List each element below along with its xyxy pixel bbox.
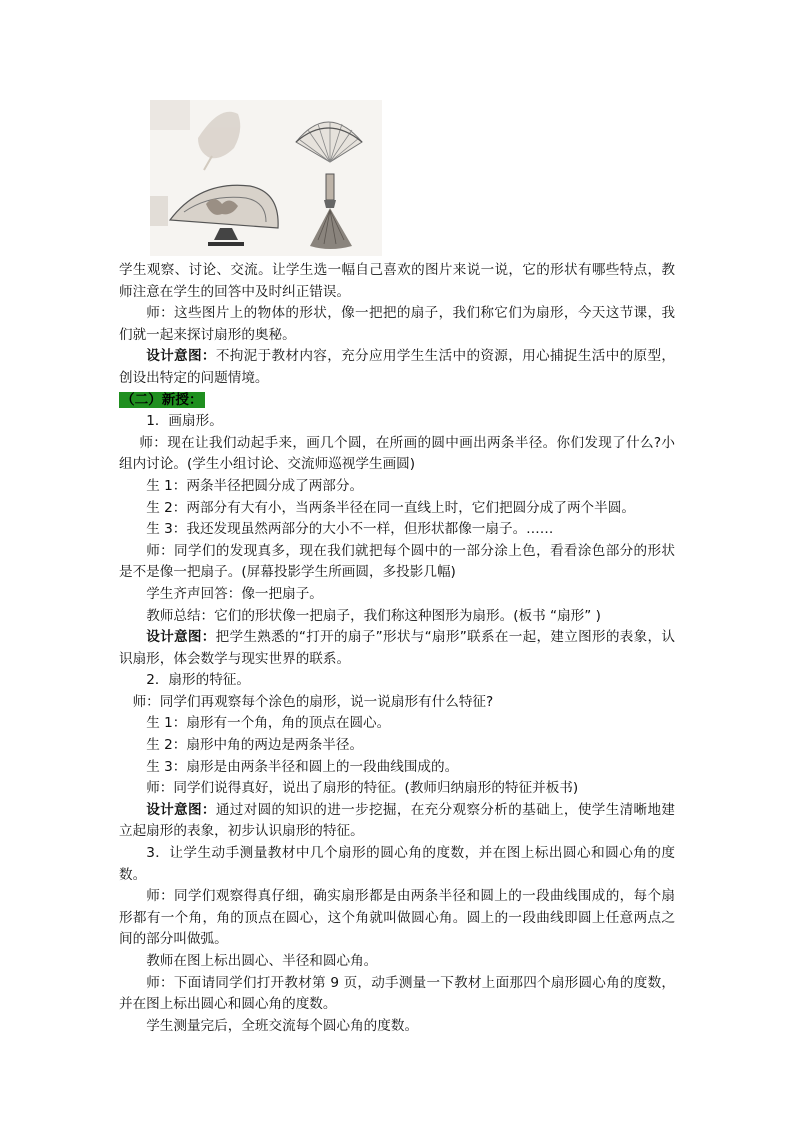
section-heading: （二）新授： xyxy=(121,391,203,408)
paragraph-text: 生 3：我还发现虽然两部分的大小不一样，但形状都像一扇子。…… xyxy=(146,521,554,538)
folding-fan-image xyxy=(296,122,362,162)
paragraph-text: 教师总结：它们的形状像一把扇子，我们称这种图形为扇形。(板书 “扇形” ) xyxy=(146,607,601,624)
paragraph-p2 xyxy=(119,303,675,346)
paragraph-p25 xyxy=(119,1016,675,1038)
paragraph-text: 师：同学们的发现真多，现在我们就把每个圆中的一部分涂上色，看看涂色部分的形状是不是像一把扇子。(屏幕投影学生所画圆，多投影几幅) xyxy=(119,542,675,581)
paragraph-text: 不拘泥于教材内容，充分应用学生生活中的资源，用心捕捉生活中的原型，创设出特定的问题情境。 xyxy=(119,348,675,386)
paragraph-p1 xyxy=(119,260,675,303)
paragraph-text: 生 3：扇形是由两条半径和圆上的一段曲线围成的。 xyxy=(146,758,459,775)
paragraph-p15 xyxy=(119,692,675,714)
paragraph-text: 通过对圆的知识的进一步挖掘，在充分观察分析的基础上，使学生清晰地建立起扇形的表象，初步认识扇形的特征。 xyxy=(119,801,675,840)
paragraph-p18 xyxy=(119,757,675,779)
paragraph-text: 生 2：扇形中角的两边是两条半径。 xyxy=(146,737,364,754)
paragraph-p4 xyxy=(119,390,675,412)
paragraph-text: 师：同学们说得真好，说出了扇形的特征。(教师归纳扇形的特征并板书) xyxy=(146,780,579,797)
paragraph-text: 生 2：两部分有大有小，当两条半径在同一直线上时，它们把圆分成了两个半圆。 xyxy=(146,499,635,516)
paragraph-p17 xyxy=(119,735,675,757)
design-intent-label: 设计意图： xyxy=(146,348,216,365)
paragraph-text: 3．让学生动手测量教材中几个扇形的圆心角的度数，并在图上标出圆心和圆心角的度数。 xyxy=(119,845,675,883)
paragraph-text: 师：现在让我们动起手来，画几个圆，在所画的圆中画出两条半径。你们发现了什么?小组内讨论。(学生小组讨论、交流师巡视学生画圆) xyxy=(119,434,675,473)
paragraph-p6 xyxy=(119,433,675,476)
paragraph-text: 师：同学们再观察每个涂色的扇形，说一说扇形有什么特征? xyxy=(132,693,494,710)
paragraph-p12 xyxy=(119,606,675,628)
paragraph-p21 xyxy=(119,843,675,886)
paragraph-p20 xyxy=(119,800,675,843)
fan-illustrations xyxy=(150,100,382,256)
design-intent-label: 设计意图： xyxy=(146,629,216,646)
paragraph-p8 xyxy=(119,498,675,520)
paragraph-text: 师：下面请同学们打开教材第 9 页，动手测量一下教材上面那四个扇形圆心角的度数，并在图上标出圆心和圆心角的度数。 xyxy=(119,974,675,1013)
paragraph-text: 学生测量完后，全班交流每个圆心角的度数。 xyxy=(146,1017,419,1034)
paragraph-text: 生 1：两条半径把圆分成了两部分。 xyxy=(146,477,364,494)
paragraph-text: 生 1：扇形有一个角，角的顶点在圆心。 xyxy=(146,715,391,732)
paragraph-p10 xyxy=(119,541,675,584)
paragraph-text: 学生齐声回答：像一把扇子。 xyxy=(146,585,323,602)
decorated-fan-image xyxy=(170,185,278,246)
paragraph-p13 xyxy=(119,627,675,670)
paragraph-p9 xyxy=(119,519,675,541)
paragraph-p23 xyxy=(119,951,675,973)
paragraph-text: 2．扇形的特征。 xyxy=(146,672,250,689)
lesson-text xyxy=(119,260,675,1037)
paragraph-p19 xyxy=(119,778,675,800)
paragraph-text: 1．画扇形。 xyxy=(146,413,223,430)
paragraph-text: 师：这些图片上的物体的形状，像一把把的扇子，我们称它们为扇形，今天这节课，我们就一起来探讨扇形的奥秘。 xyxy=(119,305,675,343)
paragraph-p3 xyxy=(119,346,675,389)
paragraph-p11 xyxy=(119,584,675,606)
paragraph-p7 xyxy=(119,476,675,498)
paragraph-text: 把学生熟悉的“打开的扇子”形状与“扇形”联系在一起，建立图形的表象，认识扇形，体会数学与现实世界的联系。 xyxy=(119,629,676,667)
paragraph-p24 xyxy=(119,973,675,1016)
paragraph-text: 师：同学们观察得真仔细，确实扇形都是由两条半径和圆上的一段曲线围成的，每个扇形都有一个角，角的顶点在圆心，这个角就叫做圆心角。圆上的一段曲线即圆上任意两点之间的部分叫做弧。 xyxy=(119,888,675,948)
paragraph-p22 xyxy=(119,886,675,951)
design-intent-label: 设计意图： xyxy=(146,801,216,818)
paragraph-text: 学生观察、讨论、交流。让学生选一幅自己喜欢的图片来说一说，它的形状有哪些特点，教师注意在学生的回答中及时纠正错误。 xyxy=(119,262,675,300)
paragraph-p14 xyxy=(119,670,675,692)
leaf-fan-image xyxy=(198,112,240,170)
paragraph-p16 xyxy=(119,713,675,735)
fan-images-figure xyxy=(150,100,382,256)
paragraph-p5 xyxy=(119,411,675,433)
paragraph-text: 教师在图上标出圆心、半径和圆心角。 xyxy=(146,953,378,969)
tassel-fan-image xyxy=(310,174,352,249)
